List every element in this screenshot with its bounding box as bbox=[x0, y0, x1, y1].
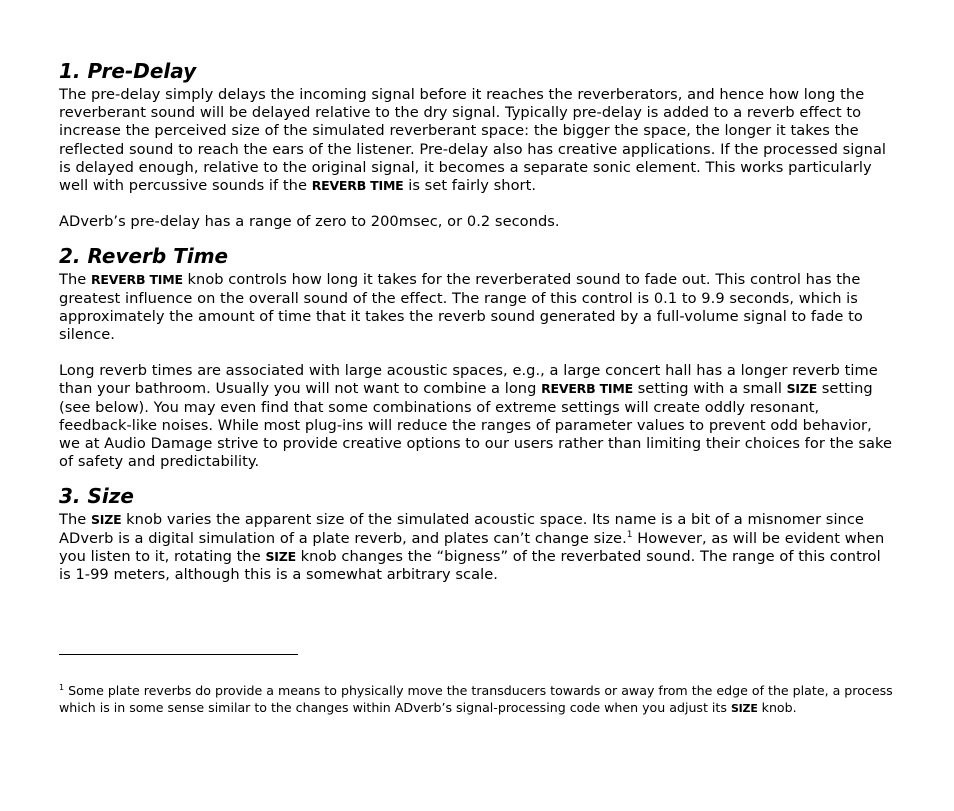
control-name-size: SIZE bbox=[265, 548, 296, 564]
paragraph-size-description bbox=[59, 511, 893, 584]
footnote bbox=[59, 682, 893, 717]
footnote-separator bbox=[59, 654, 298, 655]
paragraph-pre-delay-range: ADverb’s pre-delay has a range of zero to 200msec, or 0.2 seconds. bbox=[59, 213, 560, 231]
control-name-reverb-time: REVERB TIME bbox=[90, 272, 183, 288]
heading-pre-delay: 1. Pre-Delay bbox=[59, 59, 197, 83]
document-body bbox=[59, 58, 893, 584]
paragraph-pre-delay-description bbox=[59, 86, 893, 195]
paragraph-reverb-time-notes bbox=[59, 362, 893, 471]
text-run: setting with a small bbox=[632, 380, 787, 398]
text-run: Long reverb times are associated with large acoustic spaces, e.g., a large concert hall has a longer reverb time than your bathroom. Usually you will not want to combine a long bbox=[59, 362, 878, 398]
footnote-reference[interactable]: 1 bbox=[626, 529, 633, 540]
control-name-size: SIZE bbox=[786, 381, 818, 397]
heading-reverb-time: 2. Reverb Time bbox=[59, 244, 229, 269]
text-run: setting (see below). You may even find that some combinations of extreme settings will create oddly resonant, feedback-like noises. While most plug-ins will reduce the ranges of parameter values to prevent odd behavior, we at Audio Damage strive to provide creative options to our users rather than limiting their choices for the sake of safety and predictability. bbox=[59, 380, 893, 471]
section-reverb-time bbox=[59, 243, 893, 471]
text-run: knob. bbox=[757, 700, 797, 715]
control-name-reverb-time: REVERB TIME bbox=[311, 178, 404, 194]
control-name-reverb-time: REVERB TIME bbox=[541, 381, 633, 397]
text-run: knob changes the “bigness” of the reverbated sound. The range of this control is 1-99 meters, although this is a somewhat arbitrary scale. bbox=[59, 547, 881, 584]
text-run: The bbox=[59, 271, 91, 289]
paragraph-reverb-time-description bbox=[59, 271, 893, 344]
text-run: knob varies the apparent size of the simulated acoustic space. Its name is a bit of a misnomer since ADverb is a digital simulation of a plate reverb, and plates can’t change size. bbox=[59, 511, 864, 547]
section-pre-delay bbox=[59, 58, 893, 231]
control-name-size: SIZE bbox=[730, 702, 758, 715]
footnote-mark: 1 bbox=[59, 682, 65, 692]
control-name-size: SIZE bbox=[90, 512, 122, 528]
section-size bbox=[59, 483, 893, 584]
text-run: The pre-delay simply delays the incoming signal before it reaches the reverberators, and hence how long the reverberant sound will be delayed relative to the dry signal. Typically pre-delay is added to a reverb effect to increase the perceived size of the simulated reverberant space: the bigger the space, the longer it takes the reflected sound to reach the ears of the listener. Pre-delay also has creative applications. If the processed signal is delayed enough, relative to the original signal, it becomes a separate sonic element. This works particularly well with percussive sounds if the bbox=[59, 86, 887, 195]
text-run: knob controls how long it takes for the reverberated sound to fade out. This control has the greatest influence on the overall sound of the effect. The range of this control is 0.1 to 9.9 seconds, which is approximately the amount of time that it takes the reverb sound generated by a full-volume signal to fade to silence. bbox=[59, 271, 863, 344]
text-run: However, as will be evident when you listen to it, rotating the bbox=[59, 529, 885, 565]
text-run: is set fairly short. bbox=[403, 177, 537, 195]
text-run: The bbox=[59, 511, 91, 529]
heading-size: 3. Size bbox=[59, 484, 134, 509]
text-run: Some plate reverbs do provide a means to physically move the transducers towards or away from the edge of the plate, a process which is in some sense similar to the changes within ADverb’s signal-processing code when you adjust its bbox=[59, 683, 893, 715]
